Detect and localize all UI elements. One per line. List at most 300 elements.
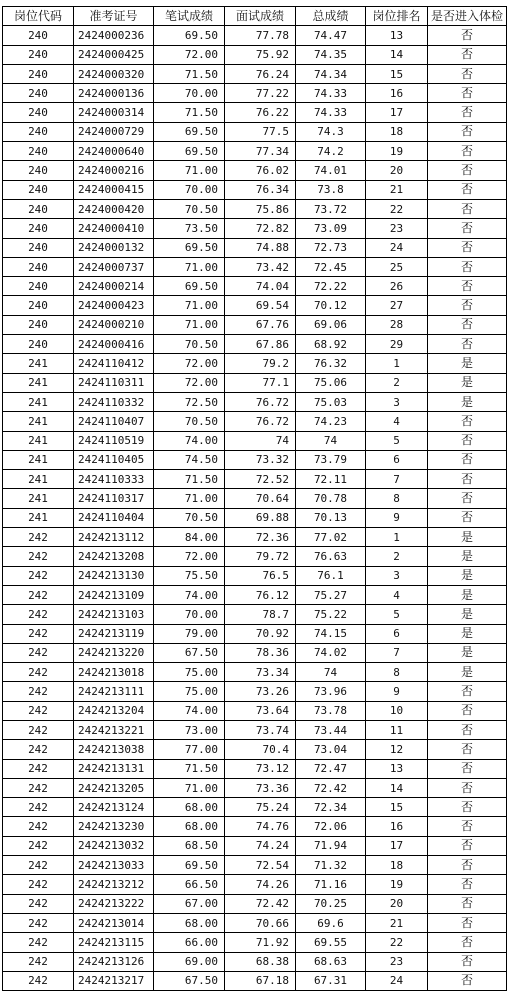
interview-score-cell: 78.36 — [225, 643, 296, 662]
interview-score-cell: 79.72 — [225, 547, 296, 566]
written-score-cell: 71.00 — [154, 489, 225, 508]
physical-exam-status-cell: 否 — [428, 296, 507, 315]
total-score-cell: 74.47 — [296, 26, 366, 45]
interview-score-cell: 72.42 — [225, 894, 296, 913]
exam-number-cell: 2424110333 — [74, 470, 154, 489]
exam-number-cell: 2424000320 — [74, 64, 154, 83]
total-score-cell: 72.11 — [296, 470, 366, 489]
physical-exam-status-cell: 是 — [428, 624, 507, 643]
written-score-cell: 72.50 — [154, 392, 225, 411]
total-score-cell: 74.3 — [296, 122, 366, 141]
position-code-cell: 242 — [3, 894, 74, 913]
table-row — [3, 682, 507, 701]
written-score-cell: 70.00 — [154, 84, 225, 103]
position-code-cell: 242 — [3, 817, 74, 836]
interview-score-cell: 67.86 — [225, 335, 296, 354]
position-code-cell: 242 — [3, 856, 74, 875]
interview-score-cell: 73.74 — [225, 720, 296, 739]
exam-number-cell: 2424213115 — [74, 933, 154, 952]
position-rank-cell: 4 — [366, 585, 428, 604]
position-rank-cell: 13 — [366, 26, 428, 45]
physical-exam-status-cell: 否 — [428, 122, 507, 141]
interview-score-cell: 74.04 — [225, 277, 296, 296]
interview-score-cell: 77.5 — [225, 122, 296, 141]
exam-number-cell: 2424110405 — [74, 450, 154, 469]
written-score-cell: 73.50 — [154, 219, 225, 238]
position-rank-cell: 10 — [366, 701, 428, 720]
interview-score-cell: 73.26 — [225, 682, 296, 701]
written-score-cell: 68.50 — [154, 836, 225, 855]
position-code-cell: 242 — [3, 701, 74, 720]
table-row — [3, 219, 507, 238]
written-score-cell: 70.50 — [154, 335, 225, 354]
physical-exam-status-cell: 否 — [428, 836, 507, 855]
position-code-cell: 242 — [3, 605, 74, 624]
exam-number-cell: 2424213205 — [74, 778, 154, 797]
position-rank-cell: 27 — [366, 296, 428, 315]
exam-number-cell: 2424110332 — [74, 392, 154, 411]
exam-number-cell: 2424213119 — [74, 624, 154, 643]
table-row — [3, 566, 507, 585]
physical-exam-status-cell: 否 — [428, 412, 507, 431]
exam-number-cell: 2424110404 — [74, 508, 154, 527]
physical-exam-status-cell: 是 — [428, 528, 507, 547]
physical-exam-status-cell: 是 — [428, 373, 507, 392]
interview-score-cell: 72.82 — [225, 219, 296, 238]
total-score-cell: 73.8 — [296, 180, 366, 199]
table-row — [3, 277, 507, 296]
exam-number-cell: 2424000420 — [74, 199, 154, 218]
interview-score-cell: 76.12 — [225, 585, 296, 604]
exam-number-cell: 2424213018 — [74, 663, 154, 682]
exam-number-cell: 2424213217 — [74, 971, 154, 990]
physical-exam-status-cell: 否 — [428, 238, 507, 257]
total-score-cell: 74.2 — [296, 142, 366, 161]
physical-exam-status-cell: 是 — [428, 566, 507, 585]
position-rank-cell: 22 — [366, 199, 428, 218]
position-rank-cell: 8 — [366, 663, 428, 682]
total-score-cell: 72.34 — [296, 798, 366, 817]
physical-exam-status-cell: 是 — [428, 663, 507, 682]
total-score-cell: 69.06 — [296, 315, 366, 334]
physical-exam-status-cell: 否 — [428, 778, 507, 797]
exam-number-cell: 2424000640 — [74, 142, 154, 161]
physical-exam-status-cell: 否 — [428, 508, 507, 527]
position-code-cell: 240 — [3, 161, 74, 180]
total-score-cell: 73.09 — [296, 219, 366, 238]
interview-score-cell: 70.66 — [225, 913, 296, 932]
position-rank-cell: 28 — [366, 315, 428, 334]
table-row — [3, 412, 507, 431]
table-row — [3, 528, 507, 547]
position-code-cell: 242 — [3, 971, 74, 990]
position-code-cell: 242 — [3, 682, 74, 701]
written-score-cell: 71.00 — [154, 296, 225, 315]
interview-score-cell: 74 — [225, 431, 296, 450]
written-score-cell: 77.00 — [154, 740, 225, 759]
table-row — [3, 142, 507, 161]
position-rank-cell: 24 — [366, 971, 428, 990]
position-code-cell: 241 — [3, 392, 74, 411]
physical-exam-status-cell: 否 — [428, 219, 507, 238]
position-code-cell: 241 — [3, 431, 74, 450]
position-code-cell: 241 — [3, 489, 74, 508]
exam-number-cell: 2424213204 — [74, 701, 154, 720]
header-exam-number: 准考证号 — [74, 7, 154, 26]
interview-score-cell: 72.36 — [225, 528, 296, 547]
written-score-cell: 67.50 — [154, 643, 225, 662]
position-rank-cell: 2 — [366, 547, 428, 566]
total-score-cell: 77.02 — [296, 528, 366, 547]
written-score-cell: 69.00 — [154, 952, 225, 971]
table-row — [3, 122, 507, 141]
physical-exam-status-cell: 否 — [428, 277, 507, 296]
total-score-cell: 72.45 — [296, 257, 366, 276]
total-score-cell: 75.06 — [296, 373, 366, 392]
table-row — [3, 971, 507, 990]
position-rank-cell: 17 — [366, 103, 428, 122]
position-rank-cell: 20 — [366, 161, 428, 180]
physical-exam-status-cell: 否 — [428, 971, 507, 990]
position-code-cell: 240 — [3, 122, 74, 141]
written-score-cell: 70.50 — [154, 412, 225, 431]
written-score-cell: 79.00 — [154, 624, 225, 643]
interview-score-cell: 75.86 — [225, 199, 296, 218]
interview-score-cell: 72.52 — [225, 470, 296, 489]
position-rank-cell: 22 — [366, 933, 428, 952]
position-rank-cell: 11 — [366, 720, 428, 739]
position-code-cell: 242 — [3, 585, 74, 604]
total-score-cell: 75.27 — [296, 585, 366, 604]
written-score-cell: 71.50 — [154, 64, 225, 83]
total-score-cell: 73.72 — [296, 199, 366, 218]
exam-number-cell: 2424000423 — [74, 296, 154, 315]
written-score-cell: 71.00 — [154, 257, 225, 276]
written-score-cell: 68.00 — [154, 817, 225, 836]
total-score-cell: 69.6 — [296, 913, 366, 932]
total-score-cell: 76.1 — [296, 566, 366, 585]
total-score-cell: 73.04 — [296, 740, 366, 759]
position-code-cell: 242 — [3, 913, 74, 932]
total-score-cell: 74 — [296, 663, 366, 682]
total-score-cell: 74.02 — [296, 643, 366, 662]
total-score-cell: 73.44 — [296, 720, 366, 739]
position-rank-cell: 29 — [366, 335, 428, 354]
exam-number-cell: 2424213230 — [74, 817, 154, 836]
position-rank-cell: 6 — [366, 624, 428, 643]
physical-exam-status-cell: 否 — [428, 798, 507, 817]
table-row — [3, 257, 507, 276]
position-code-cell: 241 — [3, 354, 74, 373]
position-code-cell: 242 — [3, 933, 74, 952]
interview-score-cell: 74.26 — [225, 875, 296, 894]
written-score-cell: 68.00 — [154, 913, 225, 932]
interview-score-cell: 77.34 — [225, 142, 296, 161]
physical-exam-status-cell: 否 — [428, 161, 507, 180]
position-rank-cell: 23 — [366, 952, 428, 971]
total-score-cell: 68.63 — [296, 952, 366, 971]
written-score-cell: 74.00 — [154, 431, 225, 450]
position-code-cell: 242 — [3, 778, 74, 797]
written-score-cell: 66.00 — [154, 933, 225, 952]
physical-exam-status-cell: 否 — [428, 45, 507, 64]
written-score-cell: 71.00 — [154, 161, 225, 180]
position-rank-cell: 5 — [366, 431, 428, 450]
physical-exam-status-cell: 是 — [428, 354, 507, 373]
exam-number-cell: 2424000410 — [74, 219, 154, 238]
interview-score-cell: 79.2 — [225, 354, 296, 373]
total-score-cell: 73.79 — [296, 450, 366, 469]
written-score-cell: 71.50 — [154, 759, 225, 778]
table-row — [3, 26, 507, 45]
physical-exam-status-cell: 否 — [428, 875, 507, 894]
total-score-cell: 72.22 — [296, 277, 366, 296]
total-score-cell: 74.33 — [296, 103, 366, 122]
position-rank-cell: 24 — [366, 238, 428, 257]
written-score-cell: 74.00 — [154, 585, 225, 604]
exam-number-cell: 2424000236 — [74, 26, 154, 45]
exam-number-cell: 2424110311 — [74, 373, 154, 392]
interview-score-cell: 76.02 — [225, 161, 296, 180]
interview-score-cell: 70.92 — [225, 624, 296, 643]
position-code-cell: 242 — [3, 643, 74, 662]
physical-exam-status-cell: 否 — [428, 682, 507, 701]
total-score-cell: 74.33 — [296, 84, 366, 103]
position-rank-cell: 9 — [366, 682, 428, 701]
physical-exam-status-cell: 是 — [428, 392, 507, 411]
table-row — [3, 315, 507, 334]
position-rank-cell: 7 — [366, 643, 428, 662]
physical-exam-status-cell: 否 — [428, 759, 507, 778]
table-row — [3, 335, 507, 354]
total-score-cell: 69.55 — [296, 933, 366, 952]
position-rank-cell: 18 — [366, 122, 428, 141]
table-row — [3, 489, 507, 508]
interview-score-cell: 73.42 — [225, 257, 296, 276]
physical-exam-status-cell: 否 — [428, 431, 507, 450]
position-code-cell: 242 — [3, 952, 74, 971]
table-row — [3, 952, 507, 971]
table-row — [3, 180, 507, 199]
position-rank-cell: 13 — [366, 759, 428, 778]
position-code-cell: 240 — [3, 219, 74, 238]
physical-exam-status-cell: 否 — [428, 952, 507, 971]
exam-number-cell: 2424213032 — [74, 836, 154, 855]
interview-score-cell: 74.76 — [225, 817, 296, 836]
position-rank-cell: 19 — [366, 875, 428, 894]
exam-number-cell: 2424213208 — [74, 547, 154, 566]
total-score-cell: 71.32 — [296, 856, 366, 875]
position-rank-cell: 8 — [366, 489, 428, 508]
interview-score-cell: 77.22 — [225, 84, 296, 103]
position-rank-cell: 15 — [366, 64, 428, 83]
position-rank-cell: 9 — [366, 508, 428, 527]
header-physical-exam: 是否进入体检 — [428, 7, 507, 26]
header-written-score: 笔试成绩 — [154, 7, 225, 26]
total-score-cell: 67.31 — [296, 971, 366, 990]
position-rank-cell: 16 — [366, 817, 428, 836]
position-rank-cell: 25 — [366, 257, 428, 276]
interview-score-cell: 69.54 — [225, 296, 296, 315]
physical-exam-status-cell: 否 — [428, 315, 507, 334]
exam-number-cell: 2424000729 — [74, 122, 154, 141]
exam-number-cell: 2424110519 — [74, 431, 154, 450]
interview-score-cell: 71.92 — [225, 933, 296, 952]
table-row — [3, 431, 507, 450]
total-score-cell: 68.92 — [296, 335, 366, 354]
position-rank-cell: 14 — [366, 45, 428, 64]
total-score-cell: 75.03 — [296, 392, 366, 411]
table-row — [3, 701, 507, 720]
position-code-cell: 242 — [3, 759, 74, 778]
written-score-cell: 75.00 — [154, 682, 225, 701]
position-code-cell: 240 — [3, 26, 74, 45]
table-row — [3, 450, 507, 469]
position-code-cell: 241 — [3, 470, 74, 489]
physical-exam-status-cell: 否 — [428, 84, 507, 103]
position-code-cell: 240 — [3, 257, 74, 276]
table-row — [3, 547, 507, 566]
written-score-cell: 73.00 — [154, 720, 225, 739]
written-score-cell: 67.00 — [154, 894, 225, 913]
position-rank-cell: 4 — [366, 412, 428, 431]
interview-score-cell: 73.34 — [225, 663, 296, 682]
physical-exam-status-cell: 否 — [428, 817, 507, 836]
total-score-cell: 74 — [296, 431, 366, 450]
interview-score-cell: 67.76 — [225, 315, 296, 334]
interview-score-cell: 76.72 — [225, 392, 296, 411]
exam-number-cell: 2424110412 — [74, 354, 154, 373]
interview-score-cell: 74.24 — [225, 836, 296, 855]
position-rank-cell: 26 — [366, 277, 428, 296]
exam-number-cell: 2424213220 — [74, 643, 154, 662]
total-score-cell: 74.23 — [296, 412, 366, 431]
position-rank-cell: 21 — [366, 180, 428, 199]
interview-score-cell: 76.72 — [225, 412, 296, 431]
table-row — [3, 354, 507, 373]
table-row — [3, 643, 507, 662]
position-rank-cell: 2 — [366, 373, 428, 392]
position-rank-cell: 3 — [366, 392, 428, 411]
total-score-cell: 72.47 — [296, 759, 366, 778]
written-score-cell: 71.00 — [154, 315, 225, 334]
position-code-cell: 240 — [3, 335, 74, 354]
total-score-cell: 70.25 — [296, 894, 366, 913]
total-score-cell: 73.96 — [296, 682, 366, 701]
physical-exam-status-cell: 否 — [428, 933, 507, 952]
table-row — [3, 663, 507, 682]
exam-number-cell: 2424213130 — [74, 566, 154, 585]
exam-number-cell: 2424213103 — [74, 605, 154, 624]
table-row — [3, 759, 507, 778]
position-code-cell: 240 — [3, 238, 74, 257]
header-interview-score: 面试成绩 — [225, 7, 296, 26]
interview-score-cell: 77.1 — [225, 373, 296, 392]
table-row — [3, 875, 507, 894]
position-code-cell: 241 — [3, 412, 74, 431]
exam-number-cell: 2424213111 — [74, 682, 154, 701]
written-score-cell: 69.50 — [154, 277, 225, 296]
position-code-cell: 242 — [3, 836, 74, 855]
table-row — [3, 778, 507, 797]
exam-number-cell: 2424110407 — [74, 412, 154, 431]
exam-number-cell: 2424000136 — [74, 84, 154, 103]
written-score-cell: 72.00 — [154, 373, 225, 392]
position-rank-cell: 17 — [366, 836, 428, 855]
position-code-cell: 240 — [3, 142, 74, 161]
physical-exam-status-cell: 否 — [428, 856, 507, 875]
total-score-cell: 74.35 — [296, 45, 366, 64]
interview-score-cell: 76.24 — [225, 64, 296, 83]
position-code-cell: 240 — [3, 199, 74, 218]
position-rank-cell: 7 — [366, 470, 428, 489]
written-score-cell: 69.50 — [154, 26, 225, 45]
table-row — [3, 161, 507, 180]
position-rank-cell: 1 — [366, 528, 428, 547]
interview-score-cell: 68.38 — [225, 952, 296, 971]
interview-score-cell: 70.4 — [225, 740, 296, 759]
position-code-cell: 240 — [3, 64, 74, 83]
position-rank-cell: 3 — [366, 566, 428, 585]
interview-score-cell: 76.34 — [225, 180, 296, 199]
total-score-cell: 73.78 — [296, 701, 366, 720]
exam-number-cell: 2424213014 — [74, 913, 154, 932]
table-row — [3, 817, 507, 836]
table-row — [3, 84, 507, 103]
position-rank-cell: 6 — [366, 450, 428, 469]
table-row — [3, 933, 507, 952]
written-score-cell: 72.00 — [154, 354, 225, 373]
position-code-cell: 242 — [3, 547, 74, 566]
interview-score-cell: 73.32 — [225, 450, 296, 469]
total-score-cell: 76.63 — [296, 547, 366, 566]
position-rank-cell: 19 — [366, 142, 428, 161]
written-score-cell: 70.00 — [154, 605, 225, 624]
physical-exam-status-cell: 否 — [428, 701, 507, 720]
total-score-cell: 72.73 — [296, 238, 366, 257]
written-score-cell: 69.50 — [154, 142, 225, 161]
written-score-cell: 70.50 — [154, 508, 225, 527]
physical-exam-status-cell: 否 — [428, 913, 507, 932]
physical-exam-status-cell: 否 — [428, 450, 507, 469]
table-row — [3, 913, 507, 932]
physical-exam-status-cell: 否 — [428, 335, 507, 354]
exam-number-cell: 2424213033 — [74, 856, 154, 875]
position-code-cell: 240 — [3, 296, 74, 315]
exam-number-cell: 2424000214 — [74, 277, 154, 296]
table-row — [3, 45, 507, 64]
table-row — [3, 585, 507, 604]
table-row — [3, 199, 507, 218]
header-total-score: 总成绩 — [296, 7, 366, 26]
written-score-cell: 69.50 — [154, 238, 225, 257]
position-rank-cell: 12 — [366, 740, 428, 759]
written-score-cell: 84.00 — [154, 528, 225, 547]
position-rank-cell: 23 — [366, 219, 428, 238]
physical-exam-status-cell: 是 — [428, 643, 507, 662]
exam-number-cell: 2424213222 — [74, 894, 154, 913]
physical-exam-status-cell: 否 — [428, 894, 507, 913]
total-score-cell: 70.12 — [296, 296, 366, 315]
interview-score-cell: 72.54 — [225, 856, 296, 875]
interview-score-cell: 74.88 — [225, 238, 296, 257]
physical-exam-status-cell: 否 — [428, 489, 507, 508]
physical-exam-status-cell: 否 — [428, 26, 507, 45]
interview-score-cell: 67.18 — [225, 971, 296, 990]
table-row — [3, 740, 507, 759]
interview-score-cell: 73.36 — [225, 778, 296, 797]
position-code-cell: 241 — [3, 450, 74, 469]
